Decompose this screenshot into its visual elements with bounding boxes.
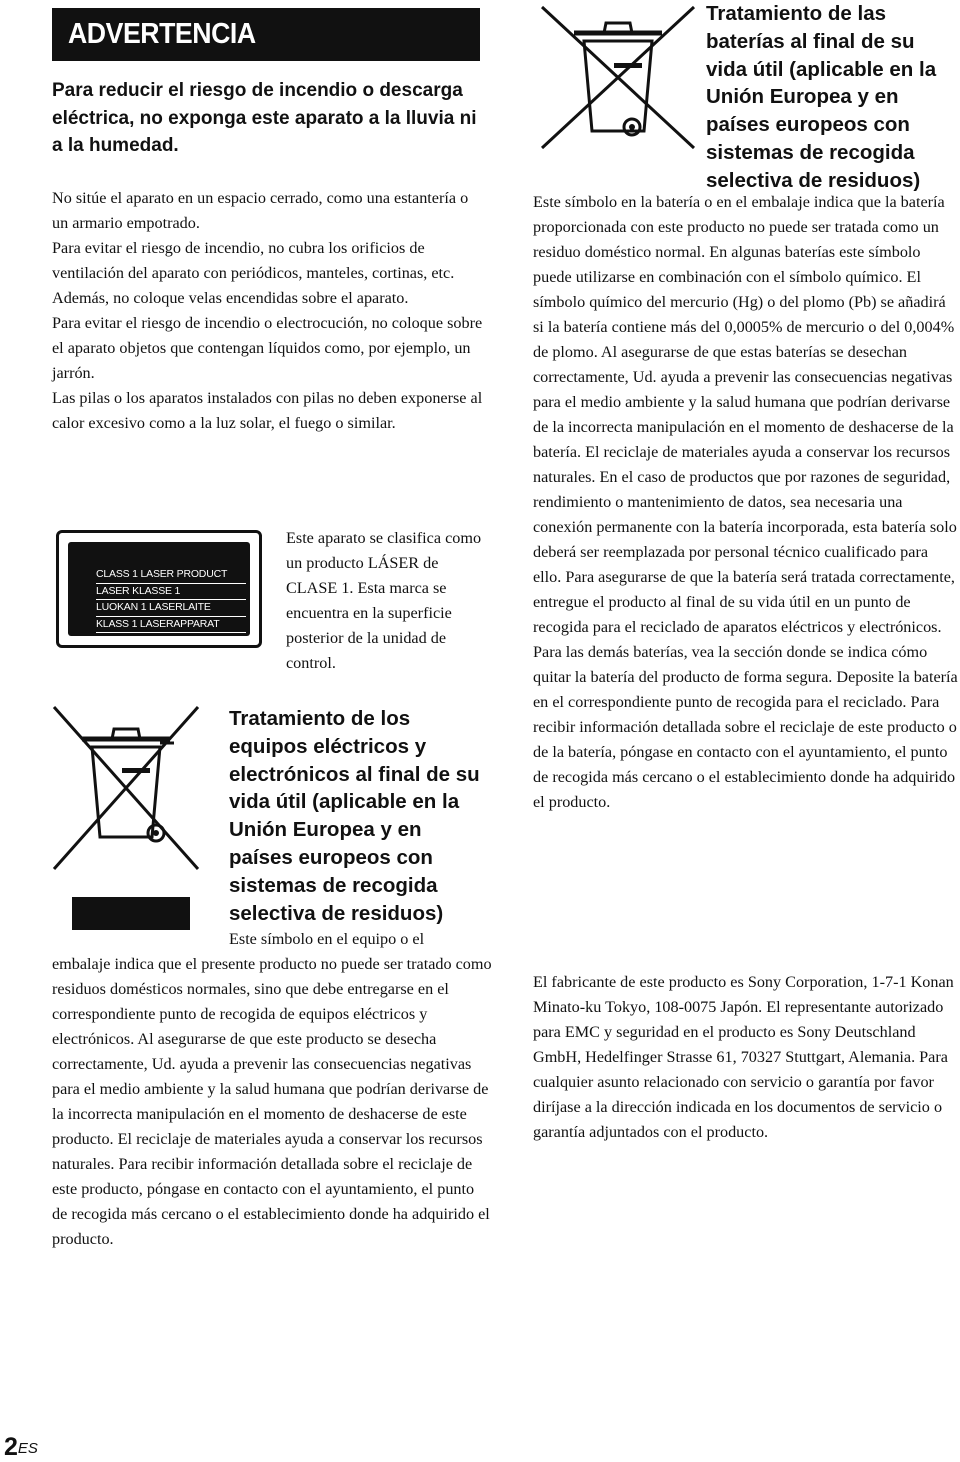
laser-label-plate xyxy=(68,542,250,636)
warning-paragraph: No sitúe el aparato en un espacio cerrado, como una estantería o un armario empotrado. xyxy=(52,189,469,232)
page-number-suffix: ES xyxy=(17,1440,38,1457)
laser-label-line: KLASS 1 LASERAPPARAT xyxy=(96,617,246,634)
page-number xyxy=(4,1432,38,1462)
laser-label-line: CLASS 1 LASER PRODUCT xyxy=(96,567,246,584)
battery-heading: Tratamiento de las baterías al final de su vida útil (aplicable en la Unión Europea y en países europeos con sistemas de recogida selectiva de residuos) xyxy=(706,2,937,192)
warning-body xyxy=(52,186,487,436)
laser-class-label xyxy=(56,530,262,648)
crossed-out-wheelie-bin-icon xyxy=(538,5,698,150)
manufacturer-info: El fabricante de este producto es Sony Corporation, 1-7-1 Konan Minato-ku Tokyo, 108-0075 Japón. El representante autorizado para EMC y seguridad en el producto es Sony Deutschland GmbH, Hedelfinger Strasse 61, 70327 Stuttgart, Alemania. Para cualquier asunto relacionado con servicio o garantía por favor diríjase a la dirección indicada en los documentos de servicio o garantía adjuntados con el producto. xyxy=(533,973,954,1141)
weee-body: embalaje indica que el presente producto no puede ser tratado como residuos domésticos normales, sino que debe entregarse en el correspondiente punto de recogida de equipos eléctricos y electrónicos. Al asegurarse de que este producto se desecha correctamente, Ud. ayuda a prevenir las consecuencias negativas para el medio ambiente y la salud humana que podrían derivarse de la incorrecta manipulación en el momento de deshacerse de este producto. El reciclaje de materiales ayuda a conservar los recursos naturales. Para recibir información detallada sobre el reciclaje de este producto, póngase en contacto con el ayuntamiento, el punto de recogida más cercano o el establecimiento donde ha adquirido el producto. xyxy=(52,955,492,1248)
weee-text-start: Este símbolo en el equipo o el xyxy=(229,930,425,948)
warning-paragraph: Las pilas o los aparatos instalados con pilas no deben exponerse al calor excesivo como a la luz solar, el fuego o similar. xyxy=(52,389,483,432)
laser-label-lines xyxy=(96,567,246,633)
page-number-value: 2 xyxy=(4,1433,18,1461)
warning-paragraph: Para evitar el riesgo de incendio, no cubra los orificios de ventilación del aparato con periódicos, manteles, cortinas, etc. Además, no coloque velas encendidas sobre el aparato. xyxy=(52,239,455,307)
warning-paragraph: Para evitar el riesgo de incendio o electrocución, no coloque sobre el aparato objetos que contengan líquidos como, por ejemplo, un jarrón. xyxy=(52,314,483,382)
laser-description: Este aparato se clasifica como un producto LÁSER de CLASE 1. Esta marca se encuentra en la superficie posterior de la unidad de control. xyxy=(286,529,482,672)
battery-body: Este símbolo en la batería o en el embalaje indica que la batería proporcionada con este producto no puede ser tratada como un residuo doméstico normal. En algunas baterías este símbolo puede utilizarse en combinación con el símbolo químico. El símbolo químico del mercurio (Hg) o del plomo (Pb) se añadirá si la batería contiene más del 0,0005% de mercurio o del 0,004% de plomo. Al asegurarse de que estas baterías se desechan correctamente, Ud. ayuda a prevenir las consecuencias negativas para el medio ambiente y la salud humana que podrían derivarse de la incorrecta manipulación en el momento de deshacerse de la batería. El reciclaje de materiales ayuda a conservar los recursos naturales. En el caso de productos que por razones de seguridad, rendimiento o mantenimiento de datos, sea necesaria una conexión permanente con la batería incorporada, esta batería solo deberá ser reemplazada por personal técnico cualificado para ello. Para asegurarse de que la batería será tratada correctamente, entregue el producto al final de su vida útil en un punto de recogida para el reciclado de aparatos eléctricos y electrónicos. Para las demás baterías, vea la sección donde se indica cómo quitar la batería del producto de forma segura. Deposite la batería en el correspondiente punto de recogida para el reciclado. Para recibir información detallada sobre el reciclaje de este producto o de la batería, póngase en contacto con el ayuntamiento, el punto de recogida más cercano o el establecimiento donde ha adquirido el producto. xyxy=(533,193,958,811)
warning-banner xyxy=(52,8,480,61)
crossed-out-wheelie-bin-icon xyxy=(52,705,200,933)
laser-label-line: LUOKAN 1 LASERLAITE xyxy=(96,600,246,617)
warning-title: ADVERTENCIA xyxy=(68,18,256,50)
weee-heading: Tratamiento de los equipos eléctricos y electrónicos al final de su vida útil (aplicable en la Unión Europea y en países europeos con sistemas de recogida selectiva de residuos) xyxy=(229,707,480,925)
laser-label-line: LASER KLASSE 1 xyxy=(96,584,246,601)
warning-lead: Para reducir el riesgo de incendio o descarga eléctrica, no exponga este aparato a la lluvia ni a la humedad. xyxy=(52,80,477,156)
